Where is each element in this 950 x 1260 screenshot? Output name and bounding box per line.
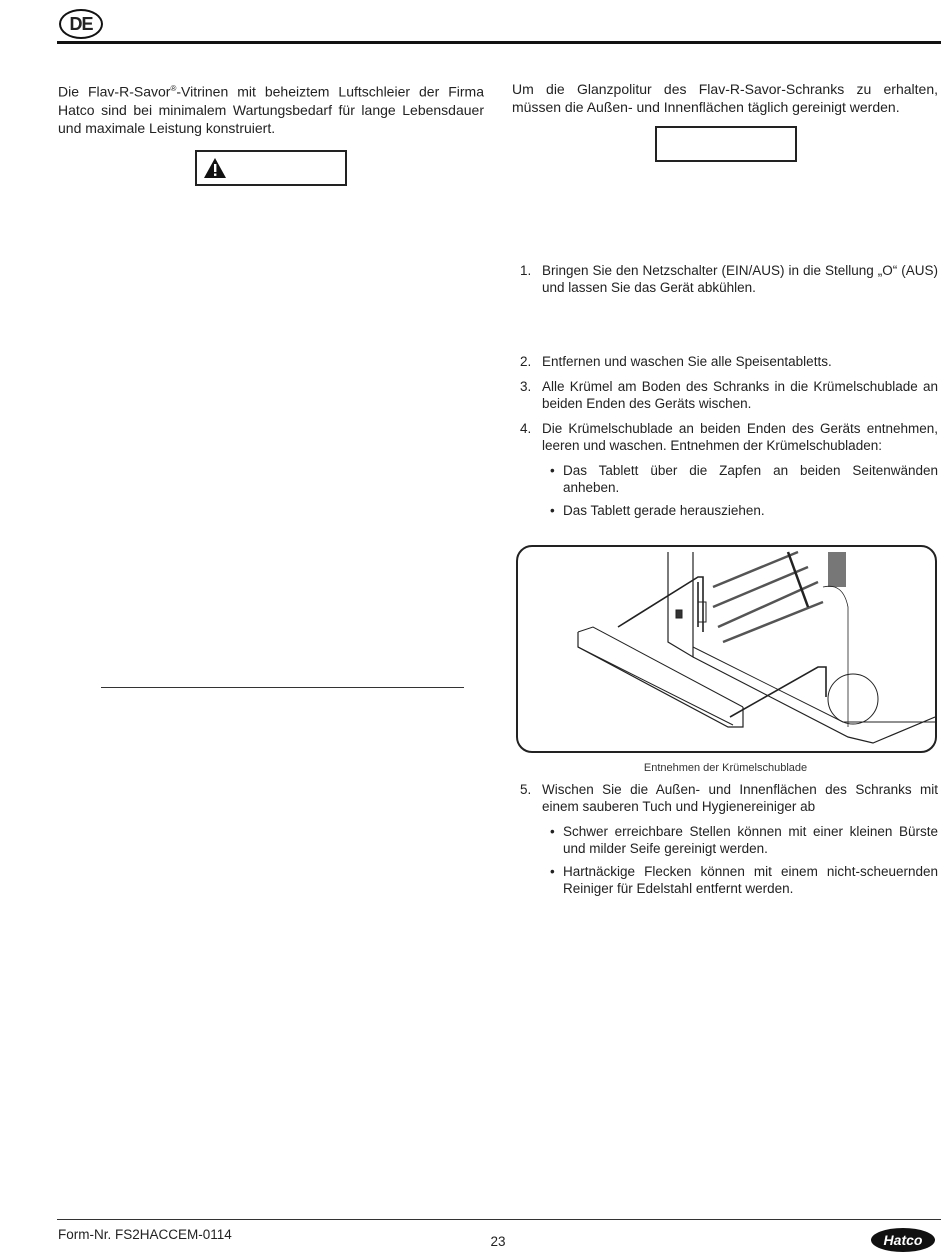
warning-box xyxy=(195,150,347,186)
step-list-3 xyxy=(520,781,938,903)
language-badge: DE xyxy=(59,9,103,39)
intro-paragraph-left: Die Flav-R-Savor®-Vitrinen mit beheiztem Luftschleier der Firma Hatco sind bei minimalem Wartungsbedarf für lange Lebensdauer und maximale Leistung konstruiert. xyxy=(58,83,484,136)
header-rule xyxy=(57,41,941,44)
step-2: 2. Entfernen und waschen Sie alle Speisentabletts. xyxy=(520,354,832,369)
figure-caption: Entnehmen der Krümelschublade xyxy=(643,762,808,774)
svg-text:Hatco: Hatco xyxy=(883,1232,923,1248)
step-3: 3. Alle Krümel am Boden des Schranks in die Krümelschublade an beiden Enden des Geräts wischen. xyxy=(520,379,938,411)
form-number: Form-Nr. FS2HACCEM-0114 xyxy=(58,1227,232,1242)
footer-rule xyxy=(57,1219,941,1220)
step-5: 5. Wischen Sie die Außen- und Innenflächen des Schranks mit einem sauberen Tuch und Hygienereiniger ab xyxy=(520,782,938,814)
warning-triangle-icon xyxy=(203,157,227,179)
step-list-2 xyxy=(520,353,938,525)
hatco-logo xyxy=(870,1227,936,1258)
step-4: 4. Die Krümelschublade an beiden Enden des Geräts entnehmen, leeren und waschen. Entnehmen der Krümelschubladen: xyxy=(520,421,938,453)
intro-paragraph-right: Um die Glanzpolitur des Flav-R-Savor-Schranks zu erhalten, müssen die Außen- und Innenflächen täglich gereinigt werden. xyxy=(512,81,938,115)
step-5-bullet-2: • Hartnäckige Flecken können mit einem nicht-scheuernden Reiniger für Edelstahl entfernt werden. xyxy=(550,864,938,896)
divider-rule xyxy=(101,687,464,688)
step-list-1 xyxy=(520,262,938,304)
page-number: 23 xyxy=(490,1234,506,1249)
step-4-bullet-2: • Das Tablett gerade herausziehen. xyxy=(550,503,765,518)
crumb-tray-illustration xyxy=(518,547,935,751)
crumb-tray-removal-figure xyxy=(516,545,937,753)
caution-box xyxy=(655,126,797,162)
step-1: 1. Bringen Sie den Netzschalter (EIN/AUS) in die Stellung „O“ (AUS) und lassen Sie das Gerät abkühlen. xyxy=(520,263,938,295)
step-5-bullet-1: • Schwer erreichbare Stellen können mit einer kleinen Bürste und milder Seife gereinigt werden. xyxy=(550,824,938,856)
step-4-bullet-1: • Das Tablett über die Zapfen an beiden Seitenwänden anheben. xyxy=(550,463,938,495)
